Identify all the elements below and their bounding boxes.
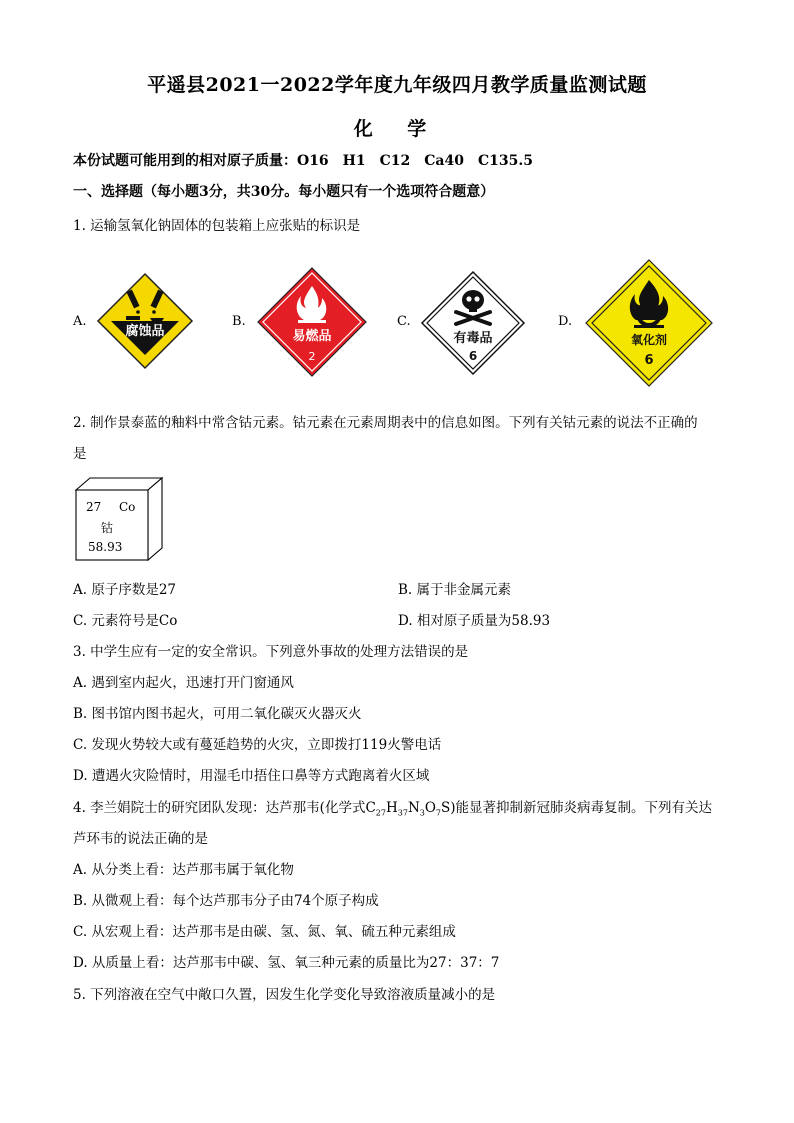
formula-h-count: 37	[397, 808, 408, 818]
atomic-mass-note: 本份试题可能用到的相对原子质量：O16 H1 C12 Ca40 C135.5	[73, 153, 533, 169]
q4-stem-post: S)能显著抑制新冠肺炎病毒复制。下列有关达	[441, 800, 713, 816]
q3-option-c: C. 发现火势较大或有蔓延趋势的火灾，立即拨打119火警电话	[73, 737, 442, 753]
q2-stem-line1: 2. 制作景泰蓝的釉料中常含钴元素。钴元素在元素周期表中的信息如图。下列有关钴元素的说法不正确的	[73, 415, 698, 431]
q2-stem-line2: 是	[73, 446, 87, 462]
q3-option-a: A. 遇到室内起火，迅速打开门窗通风	[73, 675, 294, 691]
element-symbol: Co	[119, 500, 136, 514]
q1-option-c-label: C.	[397, 314, 411, 329]
corrosive-sign-icon	[96, 272, 194, 370]
q4-stem-line2: 芦环韦的说法正确的是	[73, 831, 208, 847]
exam-title: 平遥县2021一2022学年度九年级四月教学质量监测试题	[147, 74, 647, 96]
q1-option-b-label: B.	[232, 314, 246, 329]
q2-option-d: D. 相对原子质量为58.93	[398, 613, 551, 629]
q2-option-b: B. 属于非金属元素	[398, 582, 512, 598]
q3-stem: 3. 中学生应有一定的安全常识。下列意外事故的处理方法错误的是	[73, 644, 469, 660]
flammable-sign-number: 2	[308, 350, 316, 363]
flammable-sign-text: 易燃品	[292, 329, 332, 344]
formula-h: H	[385, 800, 398, 816]
element-name: 钴	[101, 521, 114, 535]
q3-option-d: D. 遭遇火灾险情时，用湿毛巾捂住口鼻等方式跑离着火区域	[73, 768, 430, 784]
toxic-sign-icon	[420, 270, 526, 376]
formula-n-count: 3	[419, 808, 425, 818]
formula-n: N	[407, 800, 420, 816]
toxic-sign-number: 6	[468, 349, 478, 363]
subject-title: 化 学	[353, 118, 441, 140]
q2-option-c: C. 元素符号是Co	[73, 613, 178, 629]
formula-c-count: 27	[375, 808, 386, 818]
oxidizer-sign-text: 氧化剂	[630, 333, 668, 347]
q4-option-c: C. 从宏观上看：达芦那韦是由碳、氢、氮、氧、硫五种元素组成	[73, 924, 456, 940]
element-atomic-number: 27	[86, 500, 102, 514]
q3-option-b: B. 图书馆内图书起火，可用二氧化碳灭火器灭火	[73, 706, 362, 722]
q2-option-a: A. 原子序数是27	[73, 582, 177, 598]
oxidizer-sign-number: 6	[644, 353, 654, 368]
q5-stem: 5. 下列溶液在空气中敞口久置，因发生化学变化导致溶液质量减小的是	[73, 987, 496, 1003]
corrosive-sign-text: 腐蚀品	[125, 324, 165, 339]
q4-stem-pre: 4. 李兰娟院士的研究团队发现：达芦那韦(化学式C	[73, 800, 376, 816]
flammable-sign-icon	[256, 266, 368, 378]
formula-o-count: 7	[435, 808, 442, 818]
q1-option-d-label: D.	[558, 314, 573, 329]
section-heading: 一、选择题（每小题3分，共30分。每小题只有一个选项符合题意）	[73, 184, 495, 200]
q4-option-d: D. 从质量上看：达芦那韦中碳、氢、氧三种元素的质量比为27：37：7	[73, 955, 500, 971]
toxic-sign-text: 有毒品	[453, 331, 493, 346]
q1-option-a-label: A.	[73, 314, 87, 329]
q4-option-a: A. 从分类上看：达芦那韦属于氧化物	[73, 862, 294, 878]
q4-option-b: B. 从微观上看：每个达芦那韦分子由74个原子构成	[73, 893, 379, 909]
q1-stem: 1. 运输氢氧化钠固体的包装箱上应张贴的标识是	[73, 218, 361, 234]
element-mass: 58.93	[88, 540, 123, 554]
formula-o: O	[424, 800, 436, 816]
oxidizer-sign-icon	[584, 258, 714, 388]
q4-stem-line1	[73, 796, 712, 818]
